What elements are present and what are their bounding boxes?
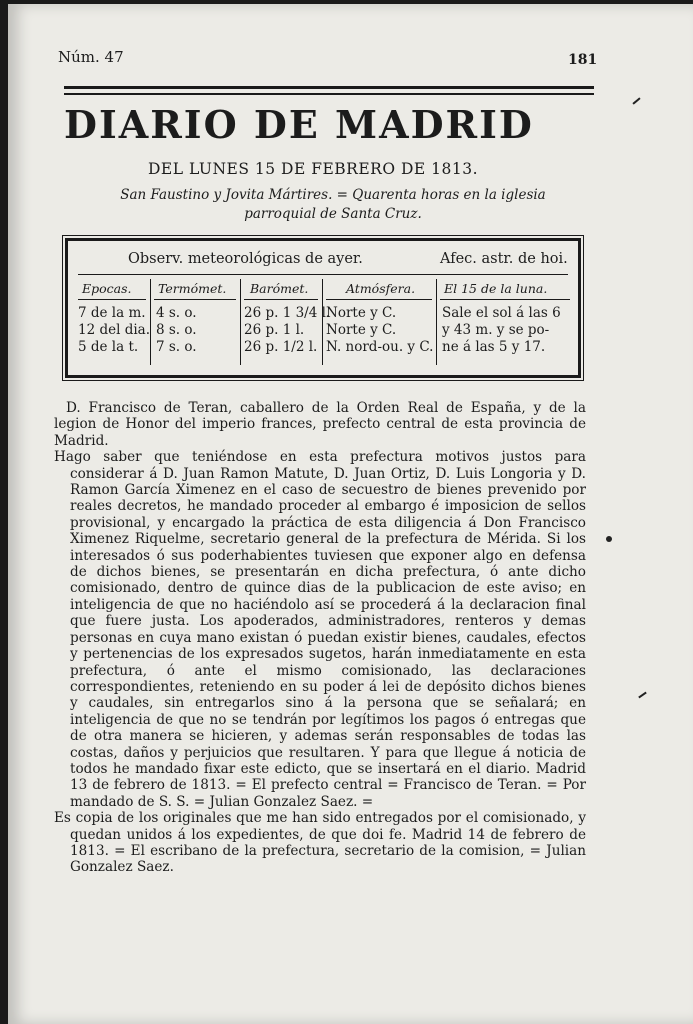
astro-cell: ne á las 5 y 17. <box>442 339 546 355</box>
date-line: DEL LUNES 15 DE FEBRERO DE 1813. <box>148 160 479 178</box>
saints-line: San Faustino y Jovita Mártires. = Quarenta horas en la iglesia parroquial de Santa Cruz. <box>120 187 546 222</box>
page-number: 181 <box>568 52 598 68</box>
title-rule-bottom <box>64 93 594 95</box>
article-paragraph: Hago saber que teniéndose en esta prefectura motivos justos para considerar á D. Juan Ramon Matute, D. Juan Ortiz, D. Luis Longoria y D. Ramon García Ximenez en el caso de secuestro de bienes prevenido por reales decretos, he mandado proceder al embargo é imposicion de sellos provisional, y encargado la práctica de esta diligencia á Don Francisco Ximenez Riquelme, secretario general de la prefectura de Mérida. Si los interesados ó sus poderhabientes tuviesen que exponer algo en defensa de dichos bienes, se presentarán en dicha prefectura, ó ante dicho comisionado, dentro de quince dias de la publicacion de este aviso; en inteligencia de que no haciéndolo así se procederá á la declaracion final que fuere justa. Los apoderados, administradores, renteros y demas personas en cuya mano existan ó puedan existir bienes, caudales, efectos y pertenencias de los expresados sugetos, harán inmediatamente en esta prefectura, ó ante el mismo comisionado, las declaraciones correspondientes, reteniendo en su poder á lei de depósito dichos bienes y caudales, sin entregarlos sino á la persona que se señalará; en inteligencia de que no se tendrán por legítimos los pagos ó entregas que de otra manera se hicieren, y ademas serán responsables de todas las costas, daños y perjuicios que resultaren. Y para que llegue á noticia de todos he mandado fixar este edicto, que se insertará en el diario. Madrid 13 de febrero de 1813. = El prefecto central = Francisco de Teran. = Por mandado de S. S. = Julian Gonzalez Saez. = <box>54 449 586 810</box>
article-body <box>54 400 586 876</box>
col-rule <box>326 299 432 300</box>
atmosphere-cell: N. nord-ou. y C. <box>326 339 434 355</box>
masthead-title: DIARIO DE MADRID <box>64 102 534 147</box>
thermometer-cell: 7 s. o. <box>156 339 197 355</box>
thermometer-cell: 4 s. o. <box>156 305 197 321</box>
astro-heading: Afec. astr. de hoi. <box>440 251 568 267</box>
barometer-cell: 26 p. 1 l. <box>244 322 305 338</box>
col-header-moon: El 15 de la luna. <box>444 281 548 296</box>
meteo-heading: Observ. meteorológicas de ayer. <box>128 251 363 267</box>
atmosphere-cell: Norte y C. <box>326 322 397 338</box>
epoch-cell: 12 del dia. <box>78 322 151 338</box>
issue-number: Núm. 47 <box>58 48 124 66</box>
col-separator <box>322 279 323 365</box>
epoch-cell: 5 de la t. <box>78 339 139 355</box>
col-rule <box>78 299 146 300</box>
epoch-cell: 7 de la m. <box>78 305 146 321</box>
table-divider <box>78 274 568 275</box>
ink-speck <box>632 97 640 104</box>
atmosphere-cell: Norte y C. <box>326 305 397 321</box>
newspaper-page <box>8 4 693 1024</box>
title-rule-top <box>64 86 594 89</box>
col-header-epochs: Epocas. <box>82 281 132 296</box>
meteorological-table <box>65 238 581 378</box>
col-rule <box>154 299 236 300</box>
col-rule <box>440 299 570 300</box>
barometer-cell: 26 p. 1/2 l. <box>244 339 318 355</box>
thermometer-cell: 8 s. o. <box>156 322 197 338</box>
col-separator <box>240 279 241 365</box>
barometer-cell: 26 p. 1 3/4 l. <box>244 305 331 321</box>
astro-cell: Sale el sol á las 6 <box>442 305 561 321</box>
ink-speck <box>606 536 612 542</box>
col-separator <box>436 279 437 365</box>
col-separator <box>150 279 151 365</box>
col-header-barometer: Barómet. <box>250 281 309 296</box>
article-closing: Es copia de los originales que me han sido entregados por el comisionado, y quedan unidos á los expedientes, de que doi fe. Madrid 14 de febrero de 1813. = El escribano de la prefectura, secretario de la comision, = Julian Gonzalez Saez. <box>54 810 586 876</box>
article-intro: D. Francisco de Teran, caballero de la Orden Real de España, y de la legion de Honor del imperio frances, prefecto central de esta provincia de Madrid. <box>54 400 586 449</box>
col-rule <box>244 299 318 300</box>
ink-speck <box>638 692 647 699</box>
col-header-thermometer: Termómet. <box>158 281 227 296</box>
col-header-atmosphere: Atmósfera. <box>346 281 416 296</box>
astro-cell: y 43 m. y se po- <box>442 322 550 338</box>
